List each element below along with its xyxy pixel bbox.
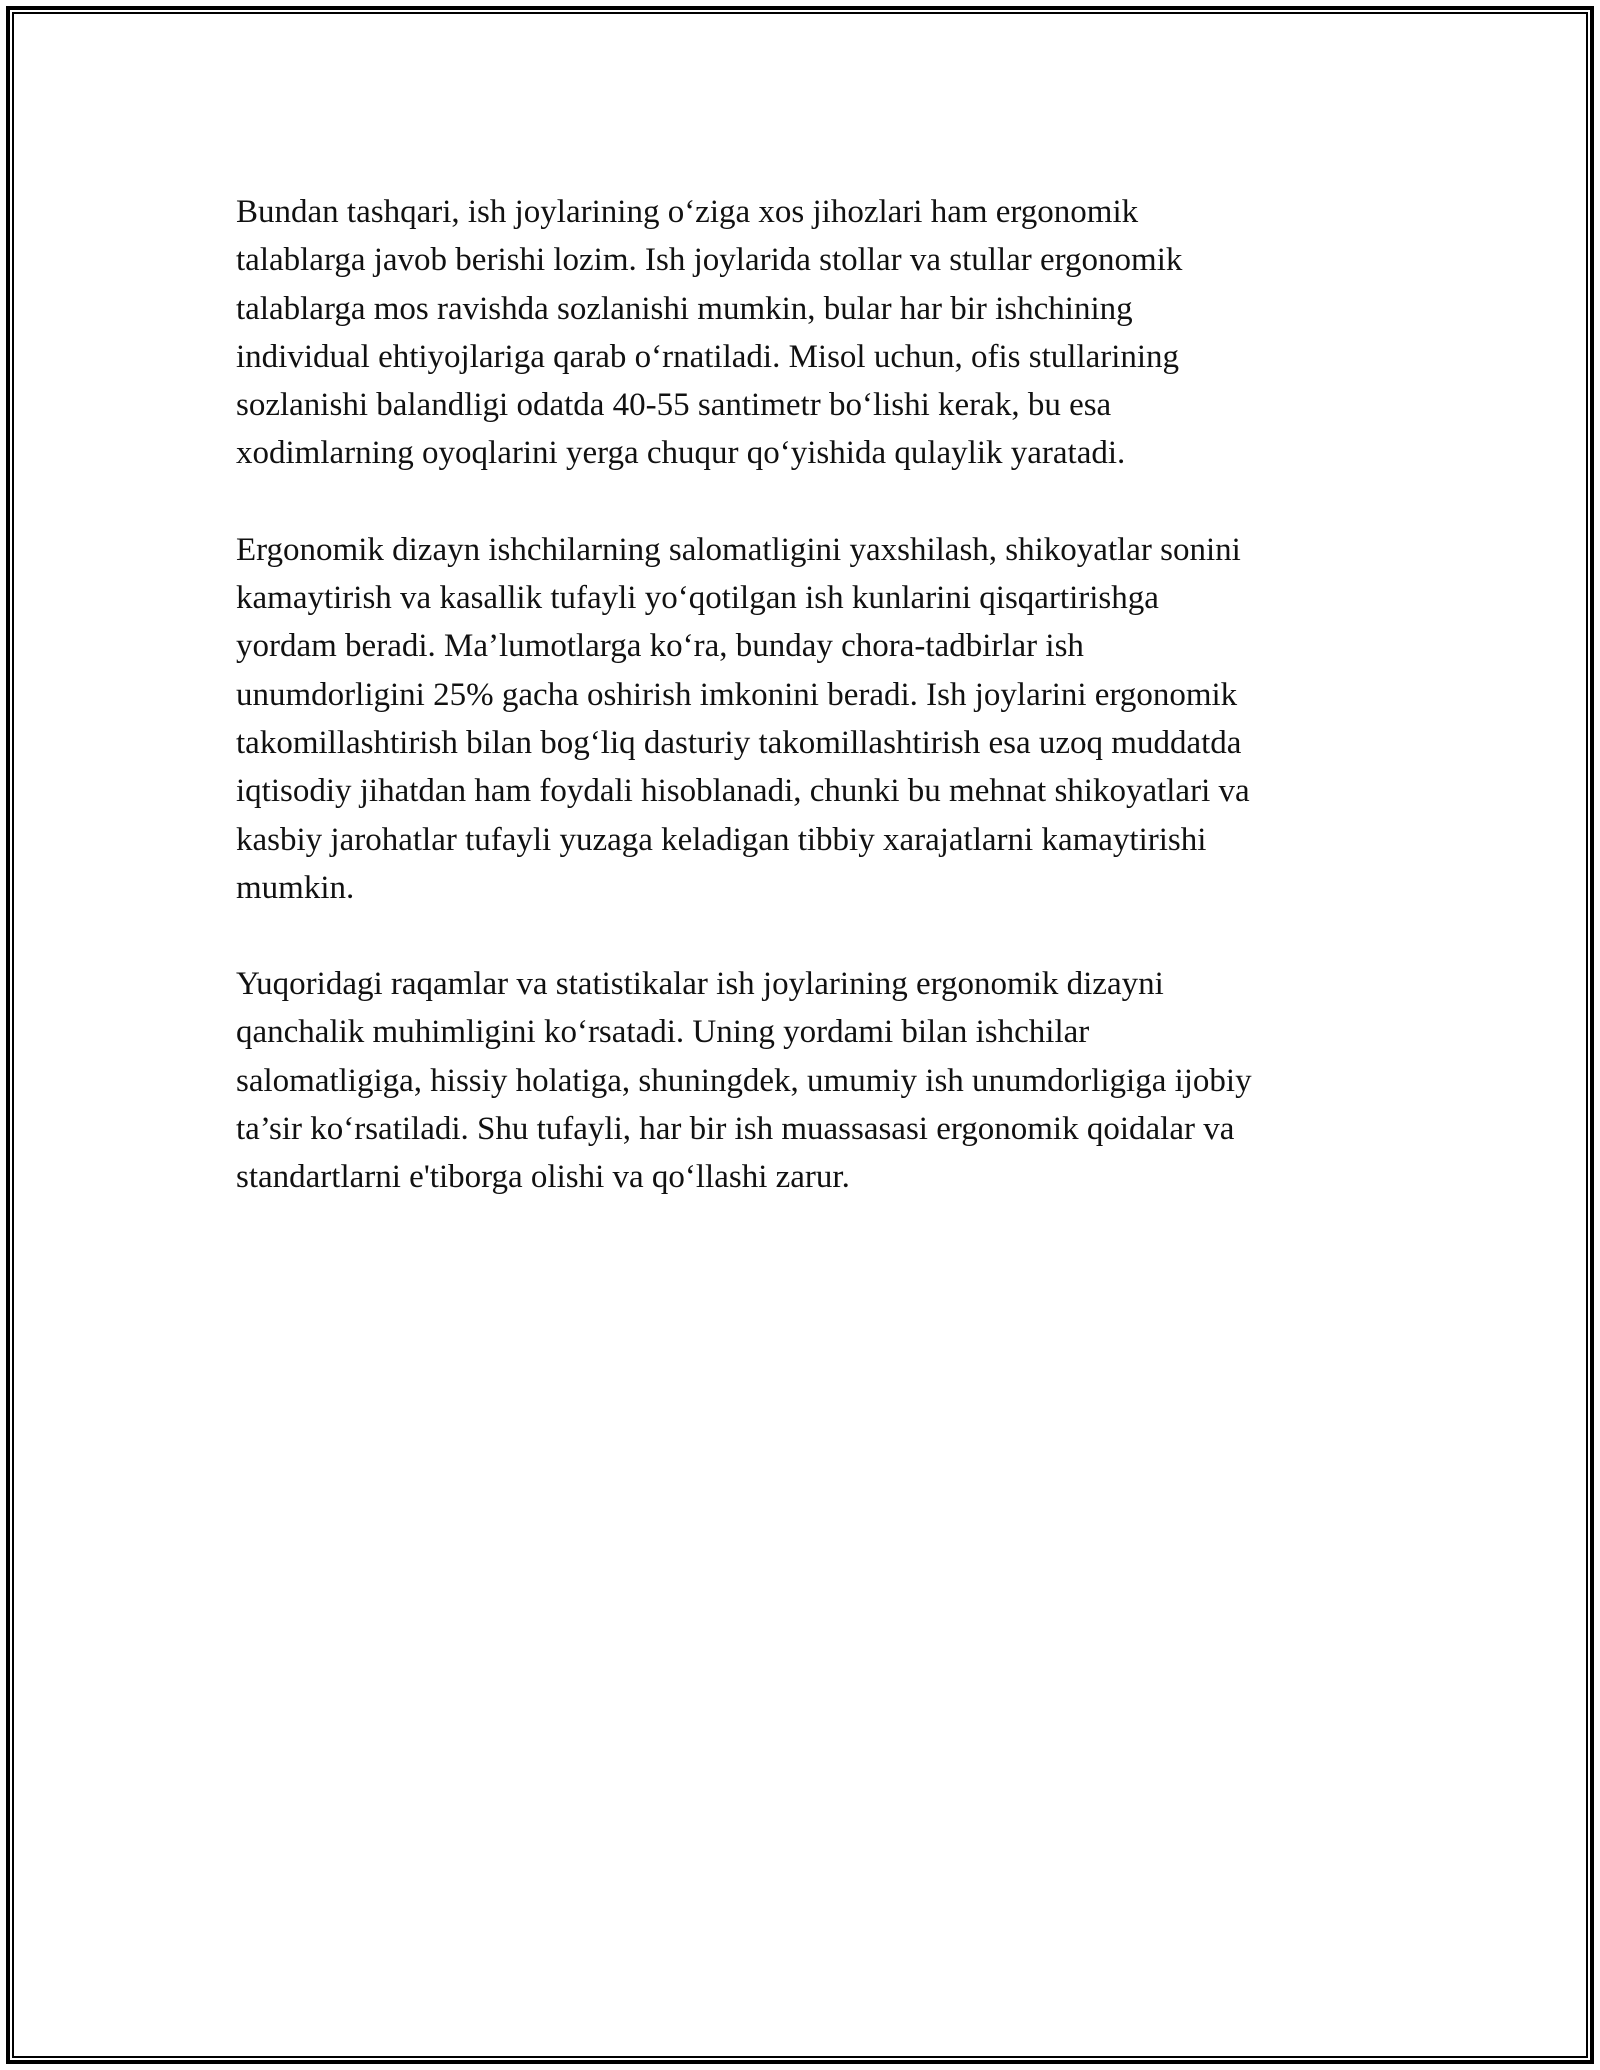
paragraph-3: Yuqoridagi raqamlar va statistikalar ish joylarining ergonomik dizayni qanchalik muhimligini ko‘rsatadi. Uning yordami bilan ishchilar salomatligiga, hissiy holatiga, shuningdek, umumiy ish unumdorligiga ijobiy ta’sir ko‘rsatiladi. Shu tufayli, har bir ish muassasasi ergonomik qoidalar va standartlarni e'tiborga olishi va qo‘llashi zarur. bbox=[236, 966, 1252, 1196]
paragraph-2: Ergonomik dizayn ishchilarning salomatligini yaxshilash, shikoyatlar sonini kamaytirish va kasallik tufayli yo‘qotilgan ish kunlarini qisqartirishga yordam beradi. Ma’lumotlarga ko‘ra, bunday chora-tadbirlar ish unumdorligini 25% gacha oshirish imkonini beradi. Ish joylarini ergonomik takomillashtirish bilan bog‘liq dasturiy takomillashtirish esa uzoq muddatda iqtisodiy jihatdan ham foydali hisoblanadi, chunki bu mehnat shikoyatlari va kasbiy jarohatlar tufayli yuzaga keladigan tibbiy xarajatlarni kamaytirishi mumkin. bbox=[236, 531, 1250, 906]
document-body bbox=[236, 188, 1386, 1250]
paragraph-1: Bundan tashqari, ish joylarining o‘ziga xos jihozlari ham ergonomik talablarga javob berishi lozim. Ish joylarida stollar va stullar ergonomik talablarga mos ravishda sozlanishi mumkin, bular har bir ishchining individual ehtiyojlariga qarab o‘rnatiladi. Misol uchun, ofis stullarining sozlanishi balandligi odatda 40-55 santimetr bo‘lishi kerak, bu esa xodimlarning oyoqlarini yerga chuqur qo‘yishida qulaylik yaratadi. bbox=[236, 194, 1183, 472]
